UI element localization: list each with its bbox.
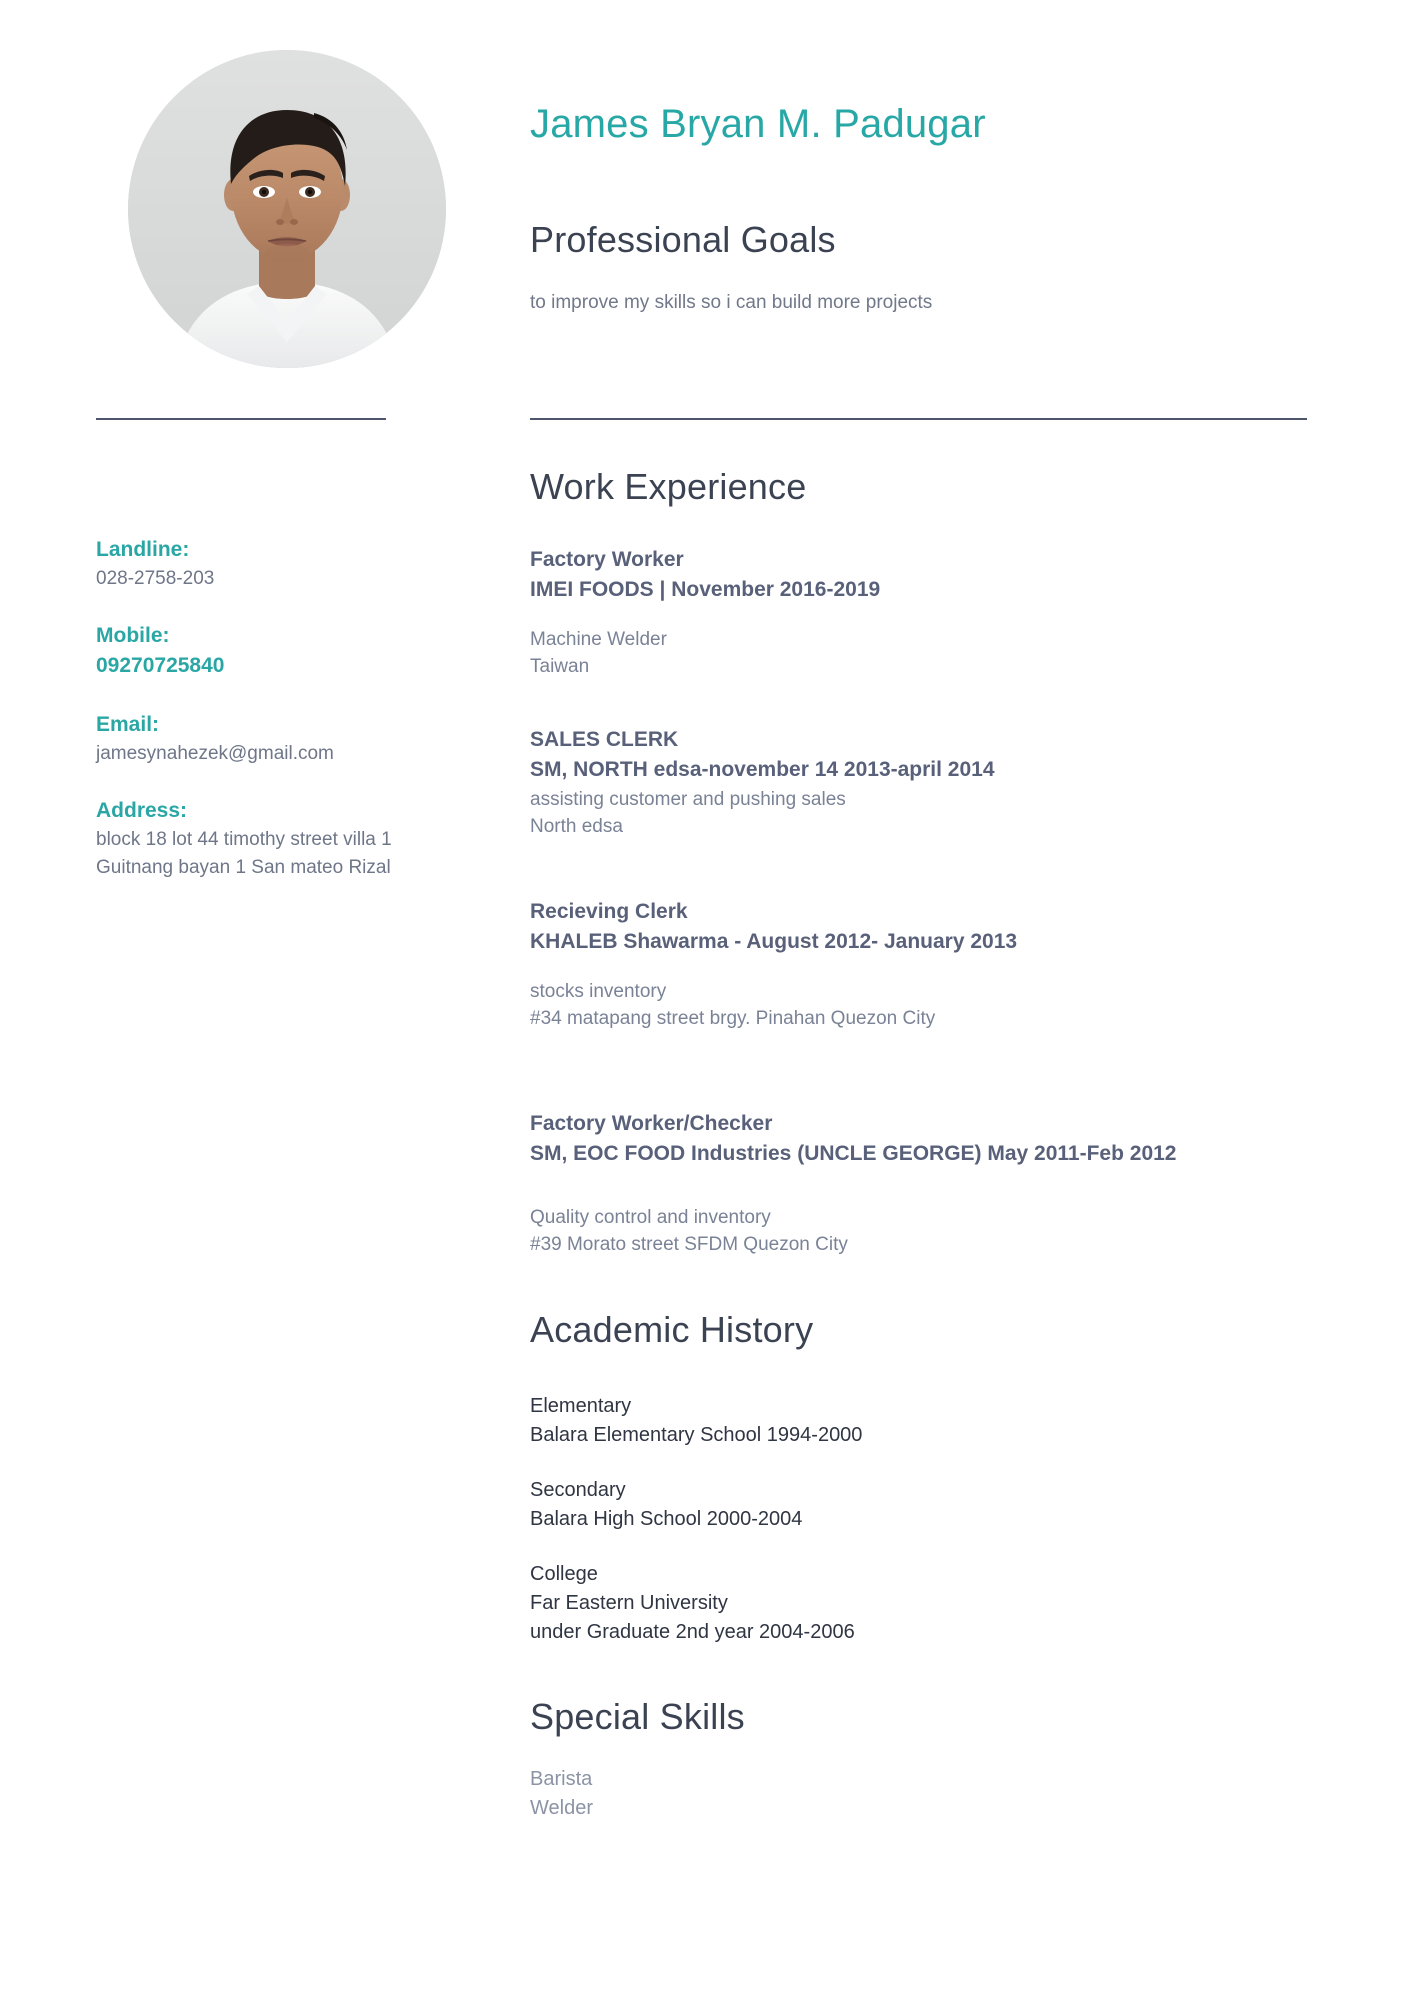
contact-column (96, 535, 436, 909)
skill-item: Welder (530, 1797, 593, 1819)
landline-value: 028-2758-203 (96, 568, 215, 590)
spacer (530, 1043, 1310, 1089)
spacer (530, 851, 1310, 897)
landline-label: Landline: (96, 538, 190, 561)
job-detail-2: Taiwan (530, 656, 590, 678)
job-detail-1: assisting customer and pushing sales (530, 788, 846, 810)
job-detail-1: Quality control and inventory (530, 1206, 771, 1228)
profile-photo (128, 50, 446, 368)
academic-history-title: Academic History (530, 1309, 814, 1350)
education-school: Far Eastern University (530, 1592, 728, 1614)
education-entry (530, 1392, 1310, 1450)
job-entry (530, 725, 1310, 841)
contact-mobile (96, 621, 436, 682)
profile-photo-image (128, 50, 446, 368)
address-value (96, 826, 436, 881)
education-level: College (530, 1563, 598, 1585)
education-detail: under Graduate 2nd year 2004-2006 (530, 1621, 855, 1643)
spacer (530, 1170, 1310, 1204)
job-role: Factory Worker (530, 548, 684, 571)
spacer (530, 691, 1310, 725)
spacer (530, 958, 1310, 978)
contact-address (96, 796, 436, 882)
divider-right (530, 418, 1307, 420)
spacer (530, 606, 1310, 626)
job-company: SM, NORTH edsa-november 14 2013-april 2014 (530, 758, 995, 782)
divider-left (96, 418, 386, 420)
job-company: KHALEB Shawarma - August 2012- January 2013 (530, 930, 1018, 954)
education-level: Secondary (530, 1479, 626, 1501)
education-entry (530, 1560, 1310, 1647)
job-entry (530, 897, 1310, 1033)
work-experience-list (530, 545, 1310, 1269)
job-detail-1: Machine Welder (530, 628, 667, 650)
education-level: Elementary (530, 1395, 632, 1417)
professional-goals-title: Professional Goals (530, 219, 836, 260)
address-line-1: block 18 lot 44 timothy street villa 1 (96, 829, 392, 851)
job-role: SALES CLERK (530, 727, 679, 751)
education-school: Balara Elementary School 1994-2000 (530, 1424, 863, 1446)
special-skills-title: Special Skills (530, 1696, 745, 1737)
email-label: Email: (96, 712, 160, 736)
job-entry (530, 545, 1310, 681)
work-experience-title: Work Experience (530, 466, 807, 507)
education-school: Balara High School 2000-2004 (530, 1508, 803, 1530)
candidate-name: James Bryan M. Padugar (530, 102, 986, 146)
job-detail-2: #34 matapang street brgy. Pinahan Quezon City (530, 1008, 936, 1030)
address-line-2: Guitnang bayan 1 San mateo Rizal (96, 856, 391, 878)
job-detail-1: stocks inventory (530, 980, 667, 1002)
contact-email (96, 710, 436, 768)
education-entry (530, 1476, 1310, 1534)
job-detail-2: North edsa (530, 816, 623, 838)
address-label: Address: (96, 798, 188, 822)
job-company: IMEI FOODS | November 2016-2019 (530, 578, 881, 602)
job-role: Recieving Clerk (530, 899, 688, 923)
spacer (530, 1089, 1310, 1109)
job-company: SM, EOC FOOD Industries (UNCLE GEORGE) May 2011-Feb 2012 (530, 1142, 1177, 1166)
contact-landline (96, 535, 436, 593)
skill-item: Barista (530, 1768, 593, 1790)
special-skills-list (530, 1765, 1310, 1823)
professional-goals-text: to improve my skills so i can build more projects (530, 292, 933, 313)
mobile-value: 09270725840 (96, 654, 225, 678)
academic-history-list (530, 1392, 1310, 1673)
mobile-label: Mobile: (96, 623, 170, 647)
email-value[interactable]: jamesynahezek@gmail.com (96, 743, 334, 765)
job-role: Factory Worker/Checker (530, 1111, 773, 1135)
job-detail-2: #39 Morato street SFDM Quezon City (530, 1234, 848, 1256)
job-entry (530, 1109, 1310, 1259)
